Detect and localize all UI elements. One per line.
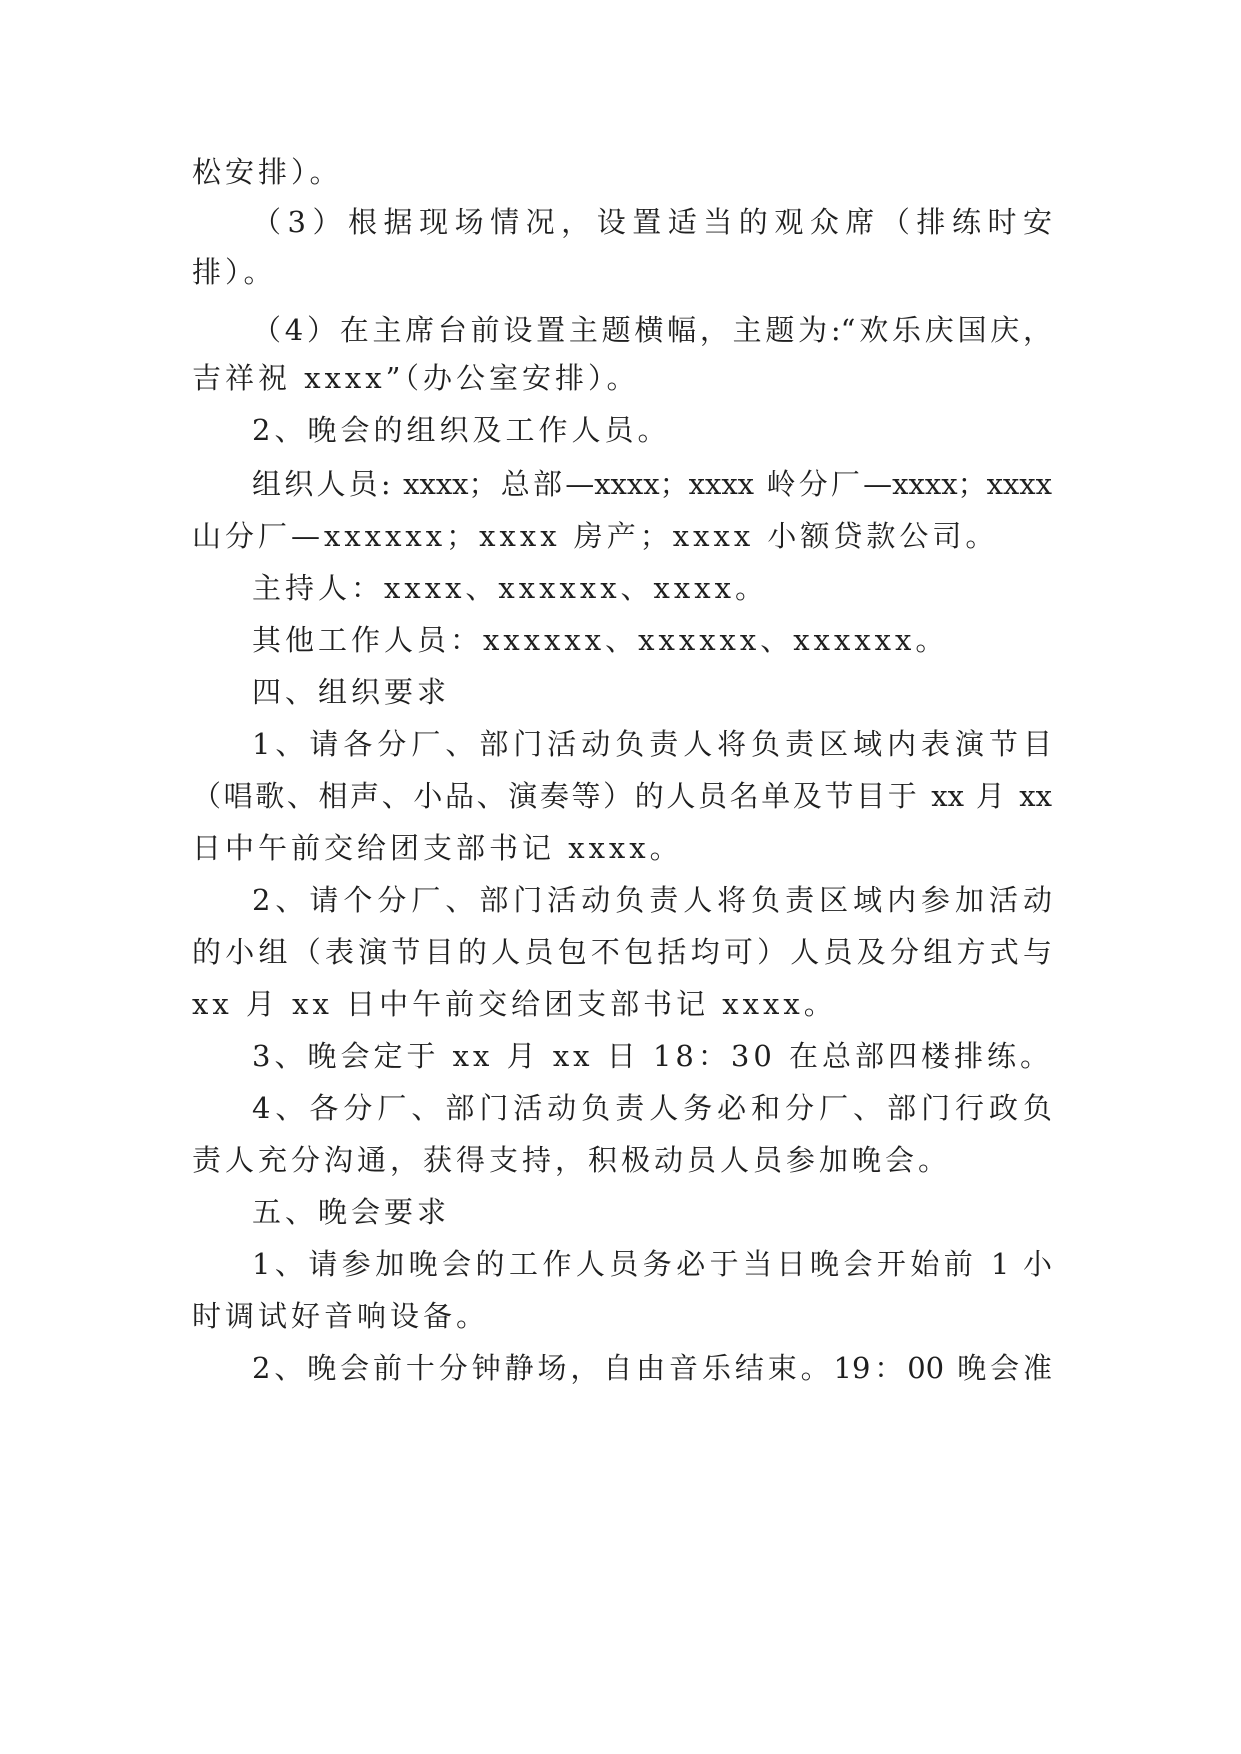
section-heading: 五、晚会要求 [252, 1195, 451, 1229]
text-line: xx 月 xx 日中午前交给团支部书记 xxxx。 [192, 987, 837, 1021]
text-line: 时调试好音响设备。 [192, 1299, 490, 1333]
section-heading: 2、晚会的组织及工作人员。 [252, 413, 671, 447]
text-line: 1、请参加晚会的工作人员务必于当日晚会开始前 1 小 [252, 1247, 1052, 1281]
text-line: 4、各分厂、部门活动负责人务必和分厂、部门行政负 [252, 1091, 1052, 1125]
text-line: （4）在主席台前设置主题横幅，主题为:“欢乐庆国庆， [252, 313, 1052, 347]
text-line: （3）根据现场情况，设置适当的观众席（排练时安 [252, 205, 1052, 239]
text-line: 2、请个分厂、部门活动负责人将负责区域内参加活动 [252, 883, 1052, 917]
text-line: 排）。 [192, 255, 277, 289]
text-line: （唱歌、相声、小品、演奏等）的人员名单及节目于 xx 月 xx [192, 779, 1052, 813]
text-line: 2、晚会前十分钟静场，自由音乐结束。19：00 晚会准 [252, 1351, 1052, 1385]
text-line: 1、请各分厂、部门活动负责人将负责区域内表演节目 [252, 727, 1052, 761]
text-line: 吉祥祝 xxxx”（办公室安排）。 [192, 361, 640, 395]
text-line: 山分厂—xxxxxx；xxxx 房产；xxxx 小额贷款公司。 [192, 519, 999, 553]
text-line: 其他工作人员：xxxxxx、xxxxxx、xxxxxx。 [252, 623, 949, 657]
text-line: 松安排）。 [192, 155, 343, 189]
section-heading: 四、组织要求 [252, 675, 451, 709]
text-line: 责人充分沟通，获得支持，积极动员人员参加晚会。 [192, 1143, 952, 1177]
text-line: 3、晚会定于 xx 月 xx 日 18：30 在总部四楼排练。 [252, 1039, 1053, 1073]
text-line: 日中午前交给团支部书记 xxxx。 [192, 831, 683, 865]
text-line: 主持人：xxxx、xxxxxx、xxxx。 [252, 571, 768, 605]
text-line: 的小组（表演节目的人员包不包括均可）人员及分组方式与 [192, 935, 1052, 969]
text-line: 组织人员: xxxx；总部—xxxx；xxxx 岭分厂—xxxx；xxxx [252, 467, 1052, 501]
